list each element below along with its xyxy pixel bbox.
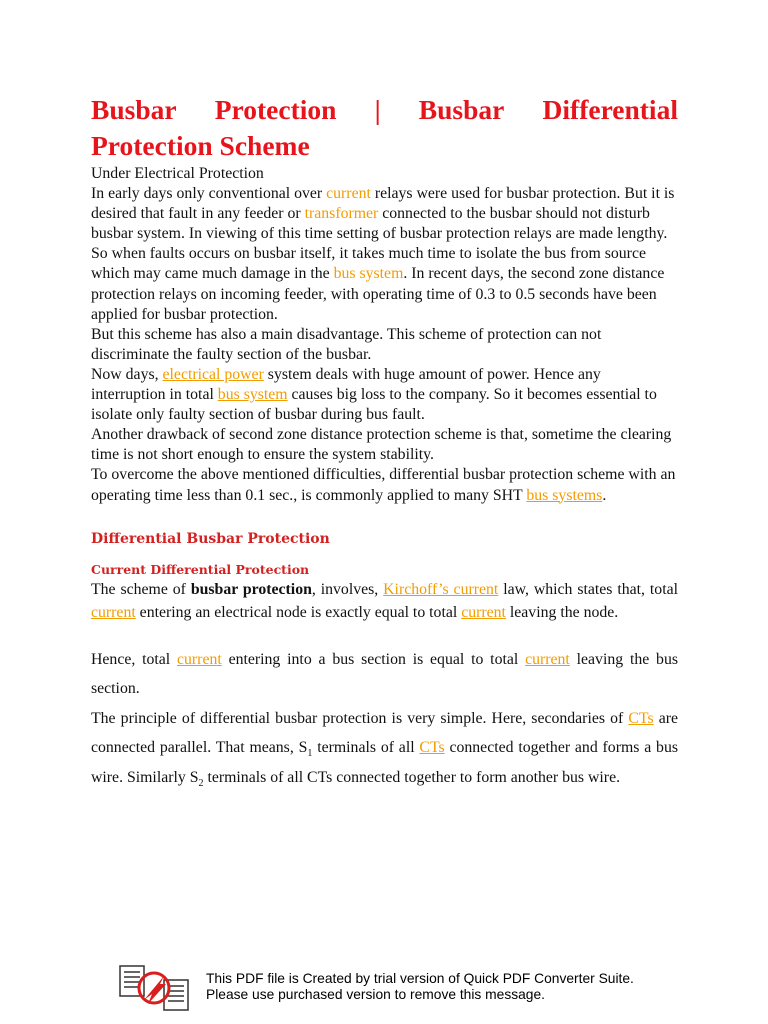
- section-paragraph-2: Hence, total current entering into a bus section is equal to total current leaving the bus section.: [91, 650, 679, 698]
- link-current[interactable]: current: [326, 185, 371, 203]
- title-line-2: Protection Scheme: [91, 130, 310, 161]
- link-bus-systems[interactable]: bus systems: [526, 486, 603, 504]
- paragraph-1: In early days only conventional over current relays were used for busbar protection. But it is desired that fault in any feeder or transformer connected to the busbar should not disturb busbar system. In viewing of this time setting of busbar protection relays are made lengthy. So when faults occurs on busbar itself, it takes much time to isolate the bus from source which may came much damage in the bus system. In recent days, the second zone distance protection relays on incoming feeder, with operating time of 0.3 to 0.5 seconds have been applied for busbar protection.: [91, 185, 675, 323]
- paragraph-3: Now days, electrical power system deals with huge amount of power. Hence any interruption in total bus system causes big loss to the company. So it becomes essential to isolate only faulty section of busbar during bus fault.: [91, 365, 657, 424]
- link-current[interactable]: current: [177, 650, 222, 668]
- paragraph-2: But this scheme has also a main disadvantage. This scheme of protection can not discriminate the faulty section of the busbar.: [91, 325, 602, 363]
- paragraph-5: To overcome the above mentioned difficulties, differential busbar protection scheme with an operating time less than 0.1 sec., is commonly applied to many SHT bus systems.: [91, 466, 676, 504]
- link-kirchoffs-current[interactable]: Kirchoff’s current: [383, 580, 499, 598]
- title-word: Busbar: [418, 94, 505, 125]
- paragraph-4: Another drawback of second zone distance protection scheme is that, sometime the clearing time is not short enough to ensure the system stability.: [91, 426, 672, 464]
- link-electrical-power[interactable]: electrical power: [162, 365, 264, 383]
- intro-body: [91, 164, 678, 506]
- trial-message: [206, 971, 634, 1003]
- title-word: Protection: [214, 94, 337, 125]
- pdf-converter-logo-icon: [118, 962, 192, 1014]
- subscript: 2: [198, 778, 204, 790]
- document-page: [91, 92, 678, 793]
- title-word: Busbar: [91, 94, 177, 125]
- trial-message-line-1: This PDF file is Created by trial version of Quick PDF Converter Suite.: [206, 971, 634, 986]
- trial-watermark-footer: [118, 958, 678, 1008]
- link-cts[interactable]: CTs: [628, 709, 654, 727]
- section-paragraph-1: The scheme of busbar protection, involves, Kirchoff’s current law, which states that, total current entering an electrical node is exactly equal to total current leaving the node.: [91, 580, 678, 622]
- section-body-2: [91, 645, 678, 793]
- section-heading: Differential Busbar Protection: [91, 530, 330, 547]
- link-current[interactable]: current: [525, 650, 570, 668]
- link-transformer[interactable]: transformer: [304, 205, 379, 223]
- title-word: Differential: [542, 94, 678, 125]
- title-line-1: [91, 92, 678, 128]
- subscript: 1: [307, 748, 313, 760]
- link-bus-system[interactable]: bus system: [217, 386, 288, 404]
- category-label: Under Electrical Protection: [91, 165, 264, 182]
- link-bus-system[interactable]: bus system: [333, 265, 404, 283]
- link-current[interactable]: current: [461, 604, 506, 622]
- section-paragraph-3: The principle of differential busbar protection is very simple. Here, secondaries of CTs are connected parallel. That means, $S_1$ terminals of all CTs connected together and forms a bus wire. Similarly $S_2$ terminals of all CTs connected together to form another bus wire.: [91, 709, 679, 790]
- trial-message-line-2: Please use purchased version to remove this message.: [206, 987, 545, 1002]
- article-title: [91, 92, 678, 164]
- bold-term: busbar protection: [190, 580, 312, 598]
- subsection-heading: Current Differential Protection: [91, 561, 310, 577]
- link-cts[interactable]: CTs: [419, 739, 445, 757]
- section-body: [91, 578, 678, 625]
- title-word: |: [374, 94, 381, 125]
- link-current[interactable]: current: [91, 604, 136, 622]
